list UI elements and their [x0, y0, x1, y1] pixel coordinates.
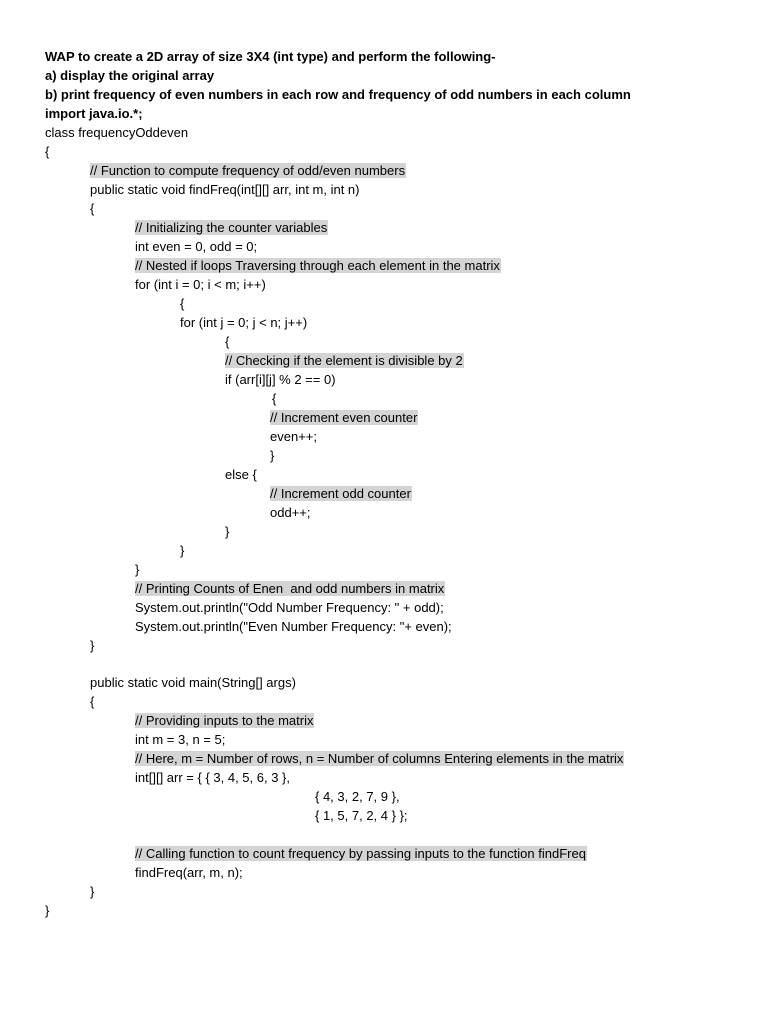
line-text: {	[225, 334, 230, 349]
code-line	[135, 599, 444, 617]
code-line	[135, 864, 243, 882]
code-line	[135, 238, 257, 256]
heading-line	[45, 67, 214, 85]
line-text: findFreq(arr, m, n);	[135, 865, 243, 880]
heading-line	[45, 48, 496, 66]
line-text: }	[180, 543, 185, 558]
code-comment-line	[270, 485, 412, 503]
line-text: int[][] arr = { { 3, 4, 5, 6, 3 },	[135, 770, 291, 785]
line-text: a) display the original array	[45, 68, 215, 83]
line-text: class frequencyOddeven	[45, 125, 189, 140]
line-text: { 4, 3, 2, 7, 9 },	[315, 789, 400, 804]
line-text: }	[90, 638, 95, 653]
line-text: // Increment odd counter	[270, 486, 411, 501]
line-text: b) print frequency of even numbers in each row and frequency of odd numbers in each column	[45, 87, 631, 102]
code-line	[90, 693, 94, 711]
code-line	[45, 124, 188, 142]
line-text: even++;	[270, 429, 317, 444]
line-text: // Increment even counter	[270, 410, 418, 425]
code-line	[225, 466, 257, 484]
line-text: import java.io.*;	[45, 106, 143, 121]
code-line	[90, 200, 94, 218]
line-text: public static void findFreq(int[][] arr, int m, int n)	[90, 182, 360, 197]
code-line	[270, 428, 317, 446]
line-text: {	[90, 201, 95, 216]
line-text: // Providing inputs to the matrix	[135, 713, 314, 728]
line-text: public static void main(String[] args)	[90, 675, 296, 690]
line-text: for (int j = 0; j < n; j++)	[180, 315, 308, 330]
code-line	[180, 295, 184, 313]
code-comment-line	[225, 352, 464, 370]
code-comment-line	[135, 750, 624, 768]
line-text: }	[45, 903, 50, 918]
code-line	[272, 390, 276, 408]
line-text: {	[90, 694, 95, 709]
line-text: for (int i = 0; i < m; i++)	[135, 277, 266, 292]
code-line	[90, 637, 94, 655]
line-text: if (arr[i][j] % 2 == 0)	[225, 372, 336, 387]
line-text: System.out.println("Even Number Frequency: "+ even);	[135, 619, 452, 634]
code-line	[45, 143, 49, 161]
code-line	[180, 314, 307, 332]
line-text: System.out.println("Odd Number Frequency: " + odd);	[135, 600, 444, 615]
code-line	[90, 181, 360, 199]
line-text: // Checking if the element is divisible by 2	[225, 353, 463, 368]
heading-line	[45, 105, 143, 123]
code-line	[90, 674, 296, 692]
code-comment-line	[135, 257, 501, 275]
code-line	[315, 807, 408, 825]
line-text: odd++;	[270, 505, 311, 520]
line-text: {	[272, 391, 277, 406]
code-comment-line	[135, 712, 314, 730]
code-line	[225, 333, 229, 351]
line-text: { 1, 5, 7, 2, 4 } };	[315, 808, 408, 823]
code-comment-line	[90, 162, 406, 180]
code-line	[135, 769, 290, 787]
line-text: // Printing Counts of Enen and odd numbers in matrix	[135, 581, 445, 596]
line-text: }	[90, 884, 95, 899]
line-text: WAP to create a 2D array of size 3X4 (int type) and perform the following-	[45, 49, 496, 64]
line-text: }	[225, 524, 230, 539]
line-text: int even = 0, odd = 0;	[135, 239, 258, 254]
code-comment-line	[270, 409, 418, 427]
line-text: // Nested if loops Traversing through each element in the matrix	[135, 258, 500, 273]
code-line	[315, 788, 400, 806]
code-line	[45, 902, 49, 920]
code-line	[270, 504, 311, 522]
line-text: else {	[225, 467, 257, 482]
line-text: }	[270, 448, 275, 463]
code-line	[135, 618, 452, 636]
code-line	[135, 561, 139, 579]
code-comment-line	[135, 219, 328, 237]
line-text: }	[135, 562, 140, 577]
line-text: {	[180, 296, 185, 311]
code-line	[90, 883, 94, 901]
code-line	[135, 276, 266, 294]
line-text: int m = 3, n = 5;	[135, 732, 226, 747]
code-comment-line	[135, 580, 445, 598]
line-text: // Here, m = Number of rows, n = Number of columns Entering elements in the matrix	[135, 751, 624, 766]
line-text: {	[45, 144, 50, 159]
heading-line	[45, 86, 631, 104]
code-line	[270, 447, 274, 465]
code-line	[135, 731, 225, 749]
code-line	[225, 523, 229, 541]
line-text: // Initializing the counter variables	[135, 220, 328, 235]
code-comment-line	[135, 845, 587, 863]
code-line	[180, 542, 184, 560]
line-text: // Function to compute frequency of odd/even numbers	[90, 163, 406, 178]
line-text: // Calling function to count frequency by passing inputs to the function findFreq	[135, 846, 586, 861]
code-line	[225, 371, 336, 389]
